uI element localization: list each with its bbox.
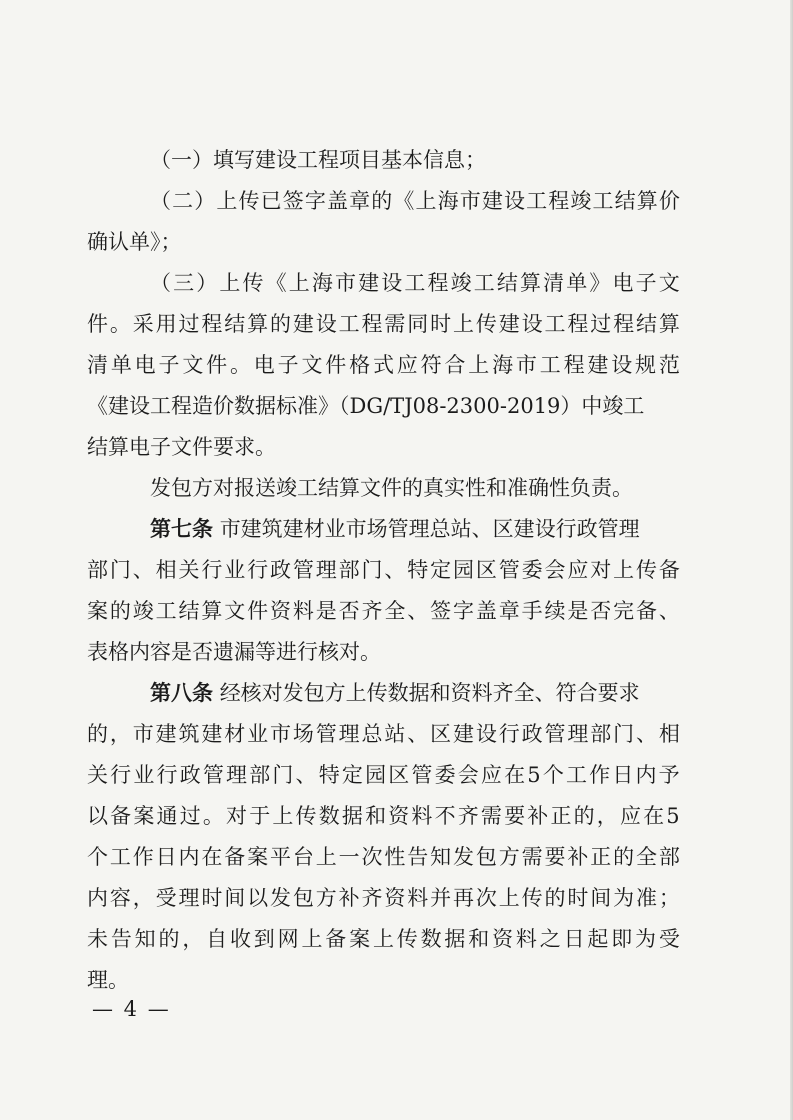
text-line: 《建设工程造价数据标准》（DG/TJ08-2300-2019）中竣工 — [87, 394, 645, 418]
text-line: 未 告 知 的 ， 自 收 到 网 上 备 案 上 传 数 据 和 资 料 之 日 起 即 为 受 — [87, 927, 680, 951]
text-line: 的 ， 市 建 筑 建 材 业 市 场 管 理 总 站 、 区 建 设 行 政 管 理 部 门 、 相 — [87, 722, 680, 746]
text-line: （ 二 ） 上 传 已 签 字 盖 章 的 《 上 海 市 建 设 工 程 竣 工 结 算 价 — [150, 189, 680, 213]
page-number: — 4 — — [92, 997, 171, 1021]
text-line: 以 备 案 通 过 。 对 于 上 传 数 据 和 资 料 不 齐 需 要 补 正 的 ， 应 在 5 — [87, 804, 680, 828]
text-line: 表格内容是否遗漏等进行核对。 — [87, 640, 381, 664]
article-7-heading: 第七条 — [150, 517, 213, 541]
text-line: 清 单 电 子 文 件 。 电 子 文 件 格 式 应 符 合 上 海 市 工 程 建 设 规 范 — [87, 353, 680, 377]
article-7-line — [0, 515, 793, 543]
text-line: 案 的 竣 工 结 算 文 件 资 料 是 否 齐 全 、 签 字 盖 章 手 续 是 否 完 备 、 — [87, 599, 680, 623]
text-line: 理。 — [87, 968, 129, 992]
article-8-text: 经核对发包方上传数据和资料齐全、符合要求 — [219, 681, 640, 705]
text-line: 结算电子文件要求。 — [87, 435, 276, 459]
article-7-text: 市建筑建材业市场管理总站、区建设行政管理 — [219, 517, 640, 541]
text-line: 部 门 、 相 关 行 业 行 政 管 理 部 门 、 特 定 园 区 管 委 会 应 对 上 传 备 — [87, 558, 680, 582]
text-line: （一）填写建设工程项目基本信息； — [150, 148, 486, 172]
text-line: 个 工 作 日 内 在 备 案 平 台 上 一 次 性 告 知 发 包 方 需 要 补 正 的 全 部 — [87, 845, 680, 869]
text-line: 确认单》； — [87, 230, 182, 254]
article-8-heading: 第八条 — [150, 681, 213, 705]
text-line: （ 三 ） 上 传 《 上 海 市 建 设 工 程 竣 工 结 算 清 单 》 电 子 文 — [150, 271, 680, 295]
text-line: 发包方对报送竣工结算文件的真实性和准确性负责。 — [150, 476, 633, 500]
text-line: 关 行 业 行 政 管 理 部 门 、 特 定 园 区 管 委 会 应 在 5 个 工 作 日 内 予 — [87, 763, 680, 787]
text-line: 内 容 ， 受 理 时 间 以 发 包 方 补 齐 资 料 并 再 次 上 传 的 时 间 为 准 ； — [87, 886, 680, 910]
article-8-line — [0, 679, 793, 707]
text-line: 件 。 采 用 过 程 结 算 的 建 设 工 程 需 同 时 上 传 建 设 工 程 过 程 结 算 — [87, 312, 680, 336]
